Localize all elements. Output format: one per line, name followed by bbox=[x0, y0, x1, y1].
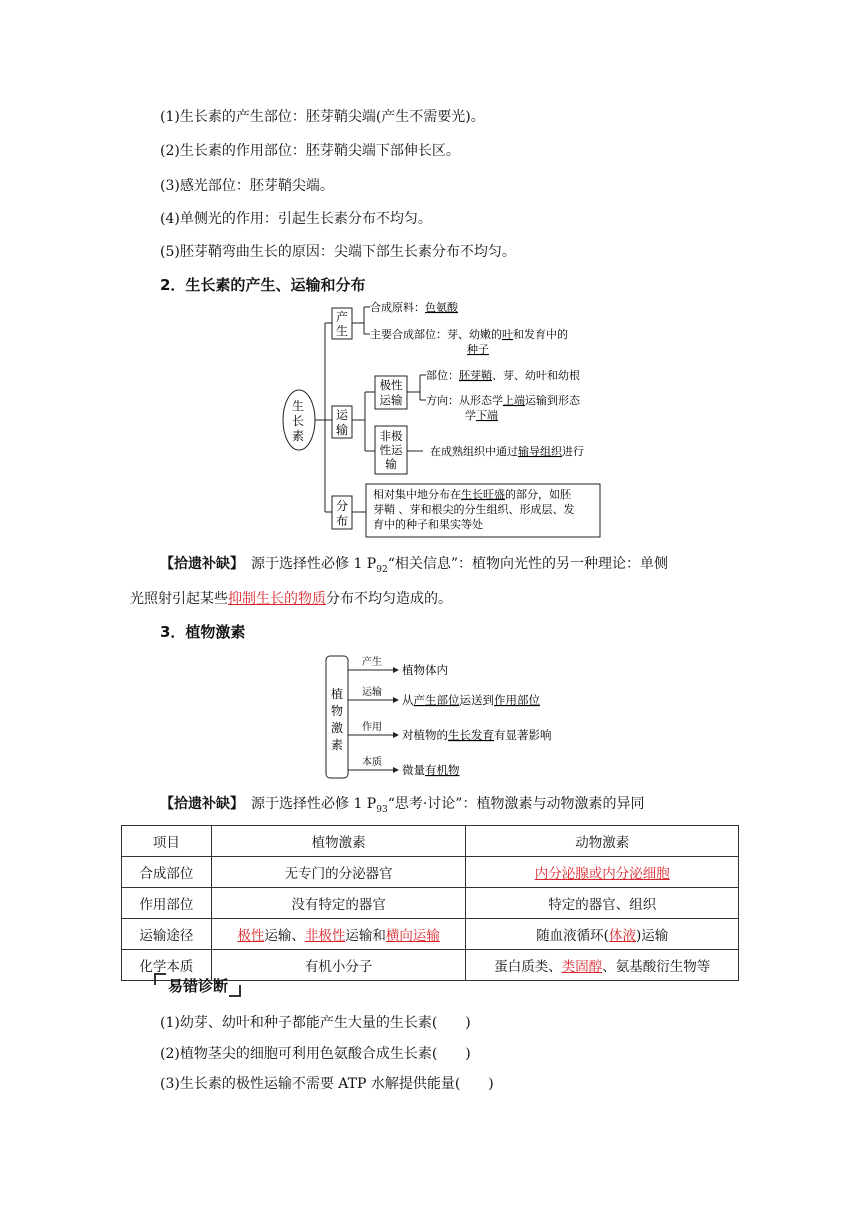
plant-hormone-diagram bbox=[320, 652, 570, 782]
hormone-row-function: 对植物的生长发育有显著影响 bbox=[402, 728, 552, 742]
row-item-cell: 作用部位 bbox=[122, 888, 212, 919]
diagnosis-item-2: (2)植物茎尖的细胞可利用色氨酸合成生长素( ) bbox=[160, 1046, 471, 1062]
auxin-root-label-3: 素 bbox=[291, 429, 305, 443]
diagnosis-item-3: (3)生长素的极性运输不需要 ATP 水解提供能量( ) bbox=[160, 1076, 494, 1092]
diagnosis-title: 易错诊断 bbox=[168, 977, 229, 995]
svg-text:极性: 极性 bbox=[379, 378, 403, 392]
svg-text:植: 植 bbox=[330, 687, 344, 701]
hormone-row-label-nature: 本质 bbox=[362, 757, 382, 768]
auxin-root-label-1: 生 bbox=[291, 399, 305, 413]
cell-text: 蛋白质类、 bbox=[494, 959, 562, 975]
plant-hormone-cell bbox=[211, 857, 466, 888]
cell-text: 无专门的分泌器官 bbox=[284, 866, 393, 882]
svg-text:产: 产 bbox=[335, 310, 349, 324]
highlighted-answer: 横向运输 bbox=[385, 928, 440, 944]
svg-text:输: 输 bbox=[335, 423, 349, 437]
intro-line-3: (3)感光部位：胚芽鞘尖端。 bbox=[160, 178, 334, 194]
section-3-title: 3．植物激素 bbox=[160, 623, 246, 641]
table-row bbox=[122, 919, 739, 950]
intro-line-5: (5)胚芽鞘弯曲生长的原因：尖端下部生长素分布不均匀。 bbox=[160, 244, 516, 260]
hormone-row-label-transport: 运输 bbox=[362, 687, 382, 698]
svg-text:分: 分 bbox=[335, 499, 349, 513]
produce-raw: 合成原料：色氨酸 bbox=[370, 301, 458, 314]
auxin-concept-map bbox=[280, 296, 610, 538]
supplement-1-line-1: 【拾遗补缺】 源于选择性必修 1 $P_{92}“$相关信息”：植物向光性的另一种理论：单侧 bbox=[160, 556, 669, 575]
hormone-row-label-function: 作用 bbox=[362, 722, 382, 733]
animal-hormone-cell bbox=[466, 919, 739, 950]
polar-direction: 方向：从形态学上端运输到形态 bbox=[426, 394, 580, 407]
highlighted-answer: 体液 bbox=[608, 928, 636, 944]
row-item-cell: 化学本质 bbox=[122, 950, 212, 981]
corner-bracket-right bbox=[229, 985, 241, 997]
plant-hormone-cell bbox=[211, 888, 466, 919]
nonpolar-text: 在成熟组织中通过输导组织进行 bbox=[430, 445, 584, 458]
cell-text: 、氨基酸衍生物等 bbox=[602, 959, 711, 975]
auxin-root-label-2: 长 bbox=[291, 414, 305, 428]
animal-hormone-cell bbox=[466, 950, 739, 981]
animal-hormone-cell bbox=[466, 857, 739, 888]
intro-line-1: (1)生长素的产生部位：胚芽鞘尖端(产生不需要光)。 bbox=[160, 109, 485, 125]
polar-site: 部位：胚芽鞘、芽、幼叶和幼根 bbox=[426, 369, 580, 382]
cell-text: 运输、 bbox=[264, 928, 305, 944]
highlighted-answer: 极性 bbox=[237, 928, 265, 944]
cell-text: 没有特定的器官 bbox=[291, 897, 386, 913]
produce-site: 主要合成部位：芽、幼嫩的叶和发育中的 bbox=[370, 328, 568, 341]
table-header: 动物激素 bbox=[466, 826, 739, 857]
produce-site-seed: 种子 bbox=[467, 343, 489, 356]
distribution-line-3: 育中的种子和果实等处 bbox=[373, 518, 483, 531]
table-header: 植物激素 bbox=[211, 826, 466, 857]
svg-text:物: 物 bbox=[330, 704, 344, 718]
row-item-cell: 合成部位 bbox=[122, 857, 212, 888]
plant-hormone-cell bbox=[211, 950, 466, 981]
svg-text:布: 布 bbox=[335, 514, 349, 528]
animal-hormone-cell bbox=[466, 888, 739, 919]
cell-text: 运输和 bbox=[345, 928, 386, 944]
hormone-row-produce: 植物体内 bbox=[402, 663, 448, 677]
hormone-comparison-table bbox=[121, 825, 739, 981]
hormone-row-label-produce: 产生 bbox=[362, 657, 382, 668]
table-header: 项目 bbox=[122, 826, 212, 857]
svg-text:激: 激 bbox=[330, 721, 344, 735]
svg-text:素: 素 bbox=[330, 738, 344, 752]
table-row bbox=[122, 888, 739, 919]
supplement-1-line-2: 光照射引起某些抑制生长的物质分布不均匀造成的。 bbox=[130, 591, 452, 607]
svg-text:性运: 性运 bbox=[379, 443, 403, 457]
cell-text: )运输 bbox=[635, 928, 669, 944]
hormone-row-nature: 微量有机物 bbox=[402, 763, 460, 777]
intro-line-2: (2)生长素的作用部位：胚芽鞘尖端下部伸长区。 bbox=[160, 143, 460, 159]
svg-text:非极: 非极 bbox=[379, 429, 403, 443]
distribution-line-2: 芽鞘 、芽和根尖的分生组织、形成层、发 bbox=[373, 503, 575, 516]
table-header-row bbox=[122, 826, 739, 857]
hormone-row-transport: 从产生部位运送到作用部位 bbox=[402, 693, 540, 707]
intro-line-4: (4)单侧光的作用：引起生长素分布不均匀。 bbox=[160, 211, 432, 227]
supplement-2-line: 【拾遗补缺】 源于选择性必修 1 $P_{93}“$思考·讨论”：植物激素与动物激素的异同 bbox=[160, 796, 645, 815]
polar-direction-2: 学下端 bbox=[465, 409, 498, 422]
svg-text:运: 运 bbox=[335, 408, 349, 422]
svg-text:输: 输 bbox=[385, 457, 397, 471]
corner-bracket-left bbox=[154, 973, 166, 985]
cell-text: 有机小分子 bbox=[304, 959, 373, 975]
highlighted-answer: 类固醇 bbox=[561, 959, 603, 975]
row-item-cell: 运输途径 bbox=[122, 919, 212, 950]
highlighted-answer: 内分泌腺或内分泌细胞 bbox=[534, 866, 670, 882]
table-row bbox=[122, 857, 739, 888]
plant-hormone-cell bbox=[211, 919, 466, 950]
cell-text: 特定的器官、组织 bbox=[548, 897, 657, 913]
svg-text:生: 生 bbox=[335, 324, 349, 338]
diagnosis-item-1: (1)幼芽、幼叶和种子都能产生大量的生长素( ) bbox=[160, 1015, 471, 1031]
highlighted-answer: 非极性 bbox=[304, 928, 346, 944]
svg-text:运输: 运输 bbox=[379, 393, 403, 407]
cell-text: 随血液循环( bbox=[536, 928, 609, 944]
section-2-title: 2．生长素的产生、运输和分布 bbox=[160, 276, 366, 294]
distribution-line-1: 相对集中地分布在生长旺盛的部分，如胚 bbox=[373, 488, 571, 501]
